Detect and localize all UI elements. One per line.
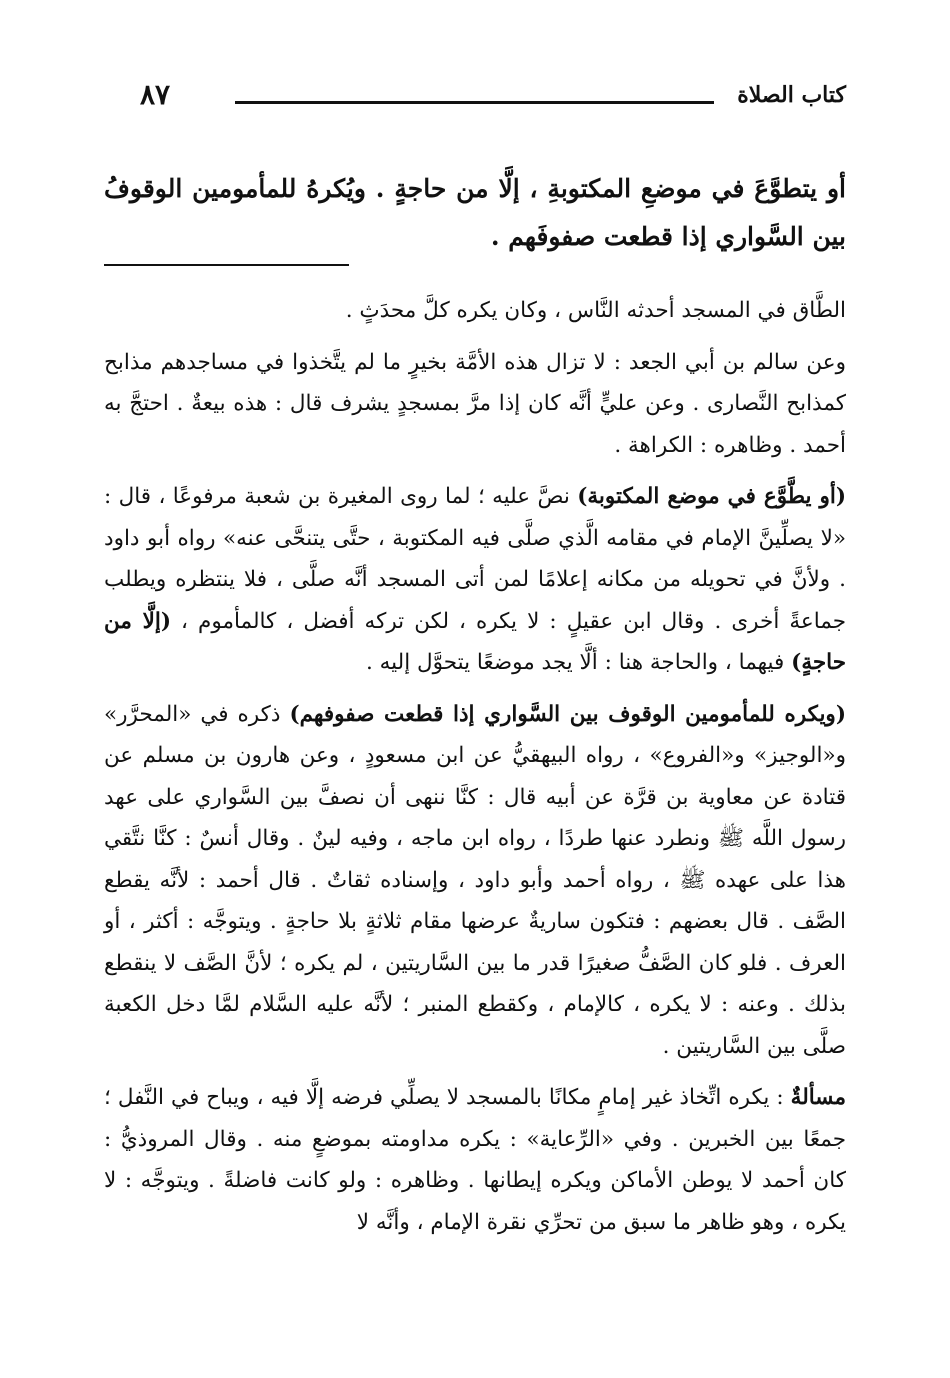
paragraph-text: فيهما ، والحاجة هنا : ألَّا يجد موضعًا يتحوَّل إليه . bbox=[365, 650, 792, 675]
quoted-matn: (إلَّا من حاجةٍ) bbox=[104, 608, 846, 675]
header-rule bbox=[235, 101, 714, 104]
paragraph bbox=[104, 476, 846, 684]
page-header bbox=[140, 78, 846, 122]
separator-rule bbox=[104, 264, 349, 266]
quoted-matn: (أو يطَّوَّع في موضع المكتوبة) bbox=[577, 484, 846, 509]
paragraph-text: ذكره في «المحرَّر» و«الوجيز» و«الفروع» ، رواه البيهقيُّ عن ابن مسعودٍ ، وعن هارون بن مسلم عن قتادة عن معاوية بن قرَّة عن أبيه قال : كنَّا ننهى أن نصفَّ بين السَّواري على عهد رسول اللَّه ﷺ ونطرد عنها طردًا ، رواه ابن ماجه ، وفيه لينٌ . وقال أنسٌ : كنَّا نتَّقي هذا على عهده ﷺ ، رواه أحمد وأبو داود ، وإسناده ثقاتٌ . قال أحمد : لأنَّه يقطع الصَّف . قال بعضهم : فتكون ساريةٌ عرضها مقام ثلاثةٍ بلا حاجةٍ . ويتوجَّه : أكثر ، أو العرف . فلو كان الصَّفُّ صغيرًا قدر ما بين السَّاريتين ، لم يكره ؛ لأنَّ الصَّف لا ينقطع بذلك . وعنه : لا يكره ، كالإمام ، وكقطع المنبر ؛ لأنَّه عليه السَّلام لمَّا دخل الكعبة صلَّى بين السَّاريتين . bbox=[104, 701, 846, 1059]
quoted-matn: (ويكره للمأمومين الوقوف بين السَّواري إذا قطعت صفوفهم) bbox=[289, 701, 846, 727]
paragraph-text: : يكره اتِّخاذ غير إمامٍ مكانًا بالمسجد لا يصلِّي فرضه إلَّا فيه ، ويباح في النَّفل ؛ جمعًا بين الخبرين . وفي «الرِّعاية» : يكره مداومته بموضعٍ منه . وقال المروذيُّ : كان أحمد لا يوطن الأماكن ويكره إيطانها . وظاهره : ولو كانت فاضلةً . ويتوجَّه : لا يكره ، وهو ظاهر ما سبق من تحرِّي نقرة الإمام ، وأنَّه لا bbox=[104, 1085, 846, 1235]
paragraph: الطَّاق في المسجد أحدثه النَّاس ، وكان يكره كلَّ محدَثٍ . bbox=[345, 298, 846, 323]
main-text: أو يتطوَّعَ في موضعِ المكتوبةِ ، إلَّا من حاجةٍ . ويُكرهُ للمأمومين الوقوفُ بين السَّواري إذا قطعت صفوفَهم . bbox=[104, 174, 846, 251]
paragraph bbox=[104, 694, 846, 1068]
book-title: كتاب الصلاة bbox=[737, 82, 846, 108]
page-number: ٨٧ bbox=[140, 78, 171, 111]
paragraph bbox=[104, 1077, 846, 1243]
paragraph-text: نصَّ عليه ؛ لما روى المغيرة بن شعبة مرفوعًا ، قال : «لا يصلِّينَّ الإمام في مقامه الَّذي صلَّى فيه المكتوبة ، حتَّى يتنحَّى عنه» رواه أبو داود . ولأنَّ في تحويله من مكانه إعلامًا لمن أتى المسجد أنَّه صلَّى ، فلا ينتظره ويطلب جماعةً أخرى . وقال ابن عقيلٍ : لا يكره ، لكن تركه أفضل ، كالمأموم ، bbox=[104, 484, 846, 634]
paragraph: وعن سالم بن أبي الجعد : لا تزال هذه الأمَّة بخيرٍ ما لم يتَّخذوا في مساجدهم مذابح كمذابح النَّصارى . وعن عليٍّ أنَّه كان إذا مرَّ بمسجدٍ يشرف قال : هذه بيعةٌ . احتجَّ به أحمد . وظاهره : الكراهة . bbox=[104, 349, 846, 458]
commentary bbox=[104, 290, 846, 1253]
issue-heading: مسألةٌ bbox=[790, 1085, 846, 1110]
